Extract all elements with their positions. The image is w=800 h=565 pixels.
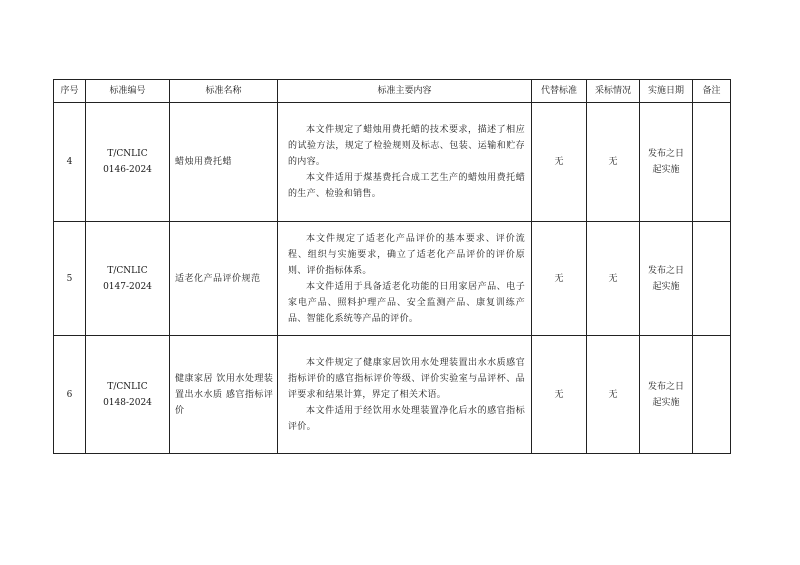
adoption-status: 无	[587, 222, 640, 336]
content-paragraph-scope: 本文件规定了蜡烛用费托蜡的技术要求，描述了相应的试验方法，规定了检验规则及标志、包装、运输和贮存的内容。	[288, 125, 525, 167]
remark	[693, 336, 731, 454]
standards-table	[53, 79, 731, 454]
implementation-date-line2: 起实施	[652, 281, 680, 292]
content-paragraph-applicability: 本文件适用于经饮用水处理装置净化后水的感官指标评价。	[288, 405, 525, 432]
table-row	[54, 336, 731, 454]
row-index: 6	[54, 336, 86, 454]
replaces-standard: 无	[532, 336, 587, 454]
implementation-date-line1: 发布之日	[647, 265, 684, 276]
table-row	[54, 103, 731, 222]
standard-name: 蜡烛用费托蜡	[170, 103, 278, 222]
standard-content	[278, 336, 532, 454]
standard-code-line2: 0148-2024	[103, 397, 152, 408]
header-index: 序号	[54, 80, 86, 103]
remark	[693, 103, 731, 222]
adoption-status: 无	[587, 336, 640, 454]
header-name: 标准名称	[170, 80, 278, 103]
header-content: 标准主要内容	[278, 80, 532, 103]
standard-name: 健康家居 饮用水处理装置出水水质 感官指标评价	[170, 336, 278, 454]
standard-code-line1: T/CNLIC	[107, 149, 148, 159]
replaces-standard: 无	[532, 103, 587, 222]
standard-code	[86, 336, 170, 454]
standard-code	[86, 222, 170, 336]
content-paragraph-applicability: 本文件适用于煤基费托合成工艺生产的蜡烛用费托蜡的生产、检验和销售。	[288, 173, 525, 199]
header-implementation-date: 实施日期	[640, 80, 693, 103]
standard-code	[86, 103, 170, 222]
content-paragraph-scope: 本文件规定了适老化产品评价的基本要求、评价流程、组织与实施要求，确立了适老化产品评价的评价原则、评价指标体系。	[288, 233, 525, 276]
table-row	[54, 222, 731, 336]
content-paragraph-applicability: 本文件适用于具备适老化功能的日用家居产品、电子家电产品、照料护理产品、安全监测产品、康复训练产品、智能化系统等产品的评价。	[288, 281, 525, 324]
implementation-date	[640, 103, 693, 222]
remark	[693, 222, 731, 336]
implementation-date-line1: 发布之日	[647, 381, 684, 392]
table-header-row	[54, 80, 731, 103]
standard-name: 适老化产品评价规范	[170, 222, 278, 336]
standard-code-line1: T/CNLIC	[107, 381, 148, 392]
header-remark: 备注	[693, 80, 731, 103]
standard-code-line2: 0146-2024	[103, 165, 152, 175]
standard-code-line2: 0147-2024	[103, 281, 152, 292]
implementation-date-line2: 起实施	[652, 397, 680, 408]
implementation-date	[640, 222, 693, 336]
row-index: 4	[54, 103, 86, 222]
standard-content	[278, 222, 532, 336]
standard-code-line1: T/CNLIC	[107, 265, 148, 276]
standard-content	[278, 103, 532, 222]
header-adoption: 采标情况	[587, 80, 640, 103]
implementation-date-line1: 发布之日	[647, 149, 684, 159]
header-code: 标准编号	[86, 80, 170, 103]
content-paragraph-scope: 本文件规定了健康家居饮用水处理装置出水水质感官指标评价的感官指标评价等级、评价实验室与品评杯、品评要求和结果计算，界定了相关术语。	[288, 357, 525, 400]
implementation-date-line2: 起实施	[652, 165, 680, 175]
adoption-status: 无	[587, 103, 640, 222]
implementation-date	[640, 336, 693, 454]
header-replaces: 代替标准	[532, 80, 587, 103]
replaces-standard: 无	[532, 222, 587, 336]
row-index: 5	[54, 222, 86, 336]
